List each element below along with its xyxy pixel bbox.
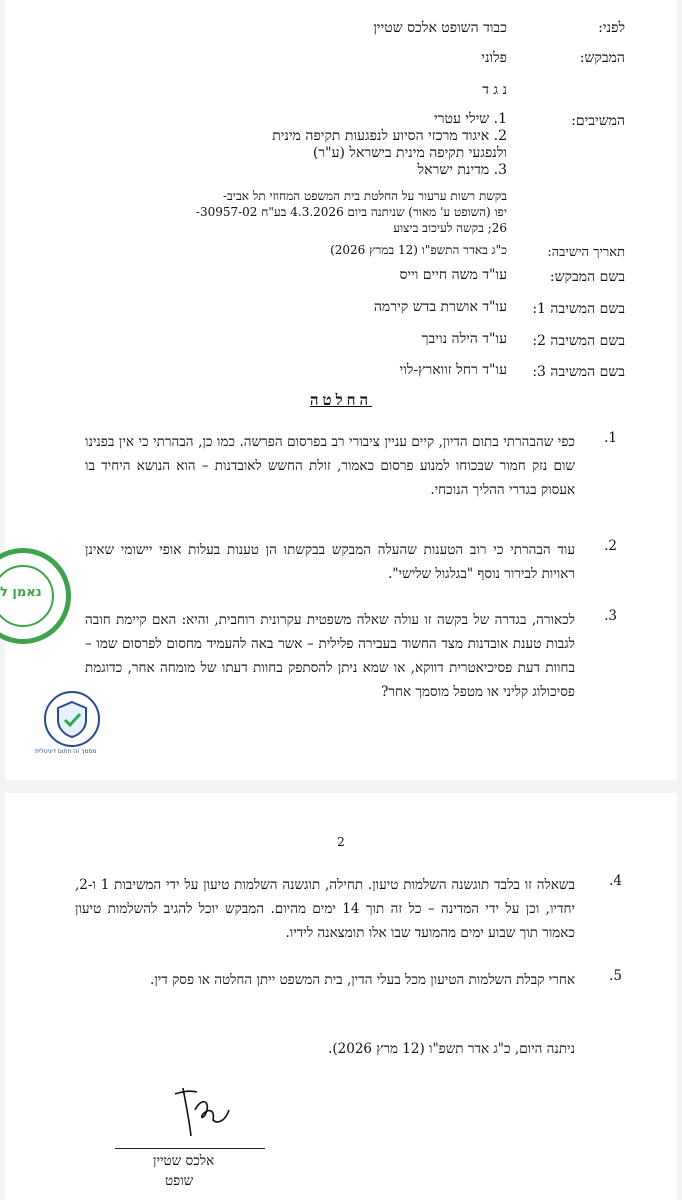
counsel-value: עו"ד אושרת בדש קירמה (373, 299, 507, 315)
signature-line (115, 1148, 265, 1149)
paragraph-text: עוד הבהרתי כי רוב הטענות שהעלה המבקש בבקשתו הן טענות בעלות אופי יישומי שאינן ראויות לבירור נוסף "בגלגול שלישי". (85, 542, 575, 582)
counsel-label: בשם המשיבה 3: (532, 364, 625, 380)
counsel-label: בשם המשיבה 2: (532, 333, 625, 349)
versus-text: נ ג ד (482, 82, 507, 98)
paragraph-number: 5. (609, 968, 622, 984)
paragraph-number: 3. (604, 608, 617, 624)
judge-name: אלכס שטיין (153, 1153, 215, 1169)
respondent-line: ולנפגעי תקיפה מינית בישראל (ע"ר) (312, 145, 507, 161)
hearing-date-value: כ"ג באדר התשפ"ו (12 במרץ 2026) (330, 243, 507, 257)
document-page-2 (5, 793, 677, 1200)
respondent-line: 1. שילי עטרי (433, 111, 507, 127)
paragraph-number: 4. (609, 873, 622, 889)
paragraph-text: בשאלה זו בלבד תוגשנה השלמות טיעון. תחילה, תוגשנה השלמות טיעון על ידי המשיבות 1 ו-2, יחדיו, וכן על ידי המדינה – כל זה תוך 14 ימים מהיום. המבקש יוכל להגיב להשלמות טיעון כאמור תוך שבוע ימים מהמועד שבו אלו תומצאנה לידיו. (75, 877, 575, 941)
hearing-date-label: תאריך הישיבה: (547, 245, 625, 260)
request-line: 26; בקשה לעיכוב ביצוע (393, 221, 507, 235)
digital-signature-seal-icon (43, 690, 101, 748)
request-line: בקשת רשות ערעור על החלטת בית המשפט המחוזי תל אביב- (222, 189, 507, 203)
page-number: 2 (337, 835, 345, 849)
counsel-label: בשם המשיבה 1: (532, 301, 625, 317)
given-line: ניתנה היום, כ"ג אדר תשפ"ו (12 מרץ 2026). (328, 1041, 575, 1057)
respondents-label: המשיבים: (571, 113, 625, 129)
paragraph-text: כפי שהבהרתי בתום הדיון, קיים עניין ציבורי רב בפרסום הפרשה. כמו כן, הבהרתי כי אין בפנינו שום נזק חמור שבכוחו למנוע פרסום כאמור, זולת החשש לאובדנות – הוא הנושא היחיד בו אעסוק בגדרי ההליך הנוכחי. (85, 434, 575, 498)
decision-title: החלטה (309, 391, 373, 409)
judge-title: שופט (165, 1173, 194, 1189)
paragraph-number: 1. (604, 430, 617, 446)
request-line: יפו (השופט ע' מאור) שניתנה ביום 4.3.2026 בע"ח 30957-02- (195, 205, 507, 219)
counsel-value: עו"ד משה חיים וייס (399, 267, 507, 283)
seal-caption: מסמך זה חתום דיגיטלית (35, 748, 97, 755)
court-stamp (0, 548, 71, 644)
before-label: לפני: (598, 20, 625, 36)
counsel-value: עו"ד הילה נויבך (421, 331, 507, 347)
paragraph-text: אחרי קבלת השלמות הטיעון מכל בעלי הדין, בית המשפט ייתן החלטה או פסק דין. (150, 972, 575, 988)
paragraph-text: לכאורה, בגדרה של בקשה זו עולה שאלה משפטית עקרונית רוחבית, והיא: האם קיימת חובה לגבות טענת אובדנות מצד החשוד בעבירה פלילית – אשר באה להעמיד מחסום לפרסום שמו – בחוות דעת פסיכיאטרית דווקא, או שמא ניתן להסתפק בחוות דעתו של מומחה אחר, כדוגמת פסיכולוג קליני או מטפל מוסמך אחר? (85, 612, 575, 700)
applicant-value: פלוני (481, 50, 507, 66)
counsel-label: בשם המבקש: (549, 269, 625, 285)
respondent-line: 2. איגוד מרכזי הסיוע לנפגעות תקיפה מינית (272, 128, 507, 144)
respondents-list (272, 111, 507, 179)
judge-value: כבוד השופט אלכס שטיין (373, 20, 507, 36)
request-description (196, 188, 507, 236)
respondent-line: 3. מדינת ישראל (417, 162, 507, 178)
paragraph-number: 2. (604, 538, 617, 554)
stamp-text: נאמן ל (0, 585, 42, 600)
counsel-value: עו"ד רחל זווארץ-לוי (399, 362, 507, 378)
handwritten-signature (145, 1080, 235, 1140)
applicant-label: המבקש: (579, 50, 625, 66)
